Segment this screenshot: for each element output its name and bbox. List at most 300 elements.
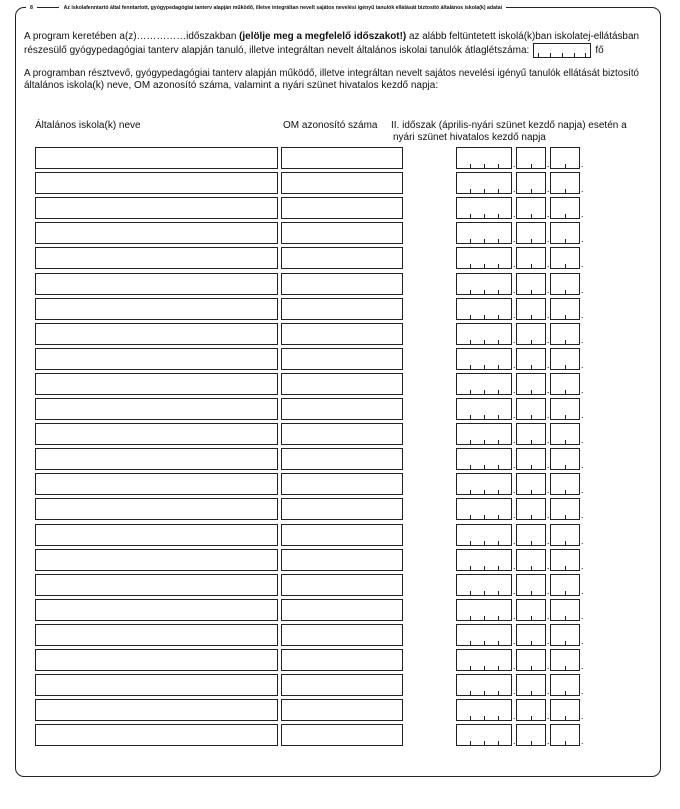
- date-separator: .: [547, 259, 550, 270]
- digit-tick: [498, 465, 499, 469]
- date-separator: .: [513, 711, 516, 722]
- digit-tick: [565, 641, 566, 645]
- date-month-field[interactable]: [516, 172, 546, 194]
- date-separator: .: [547, 661, 550, 671]
- date-month-field[interactable]: [516, 348, 546, 370]
- date-day-field[interactable]: [550, 398, 580, 420]
- om-id-field[interactable]: [281, 724, 403, 746]
- date-separator: .: [547, 510, 550, 521]
- para1-line1-post: az alább feltüntetett iskolá(k)ban iskolatej-ellátásban: [408, 31, 639, 42]
- school-name-field[interactable]: [35, 624, 278, 646]
- date-month-field[interactable]: [516, 423, 546, 445]
- date-month-field[interactable]: [516, 147, 546, 169]
- digit-tick: [498, 716, 499, 720]
- digit-tick: [531, 566, 532, 570]
- date-separator: .: [581, 460, 584, 471]
- date-separator: .: [547, 585, 550, 596]
- digit-tick: [498, 591, 499, 595]
- date-separator: .: [547, 435, 550, 446]
- digit-tick: [565, 666, 566, 670]
- digit-tick: [565, 340, 566, 344]
- date-separator: .: [547, 159, 550, 169]
- date-year-field[interactable]: [456, 524, 512, 546]
- para1-line2: részesülő gyógypedagógiai tanterv alapján tanuló, illetve integráltan nevelt általános iskolai tanulók átlaglétszáma:: [24, 45, 530, 57]
- digit-tick: [565, 264, 566, 268]
- date-separator: .: [513, 284, 516, 295]
- date-separator: .: [513, 635, 516, 646]
- date-month-field[interactable]: [516, 398, 546, 420]
- date-separator: .: [513, 535, 516, 546]
- date-separator: .: [581, 410, 584, 420]
- digit-tick: [484, 264, 485, 268]
- date-year-field[interactable]: [456, 724, 512, 746]
- date-day-field[interactable]: [550, 222, 580, 244]
- om-id-field[interactable]: [281, 398, 403, 420]
- digit-tick: [531, 716, 532, 720]
- date-day-field[interactable]: [550, 298, 580, 320]
- date-separator: .: [547, 535, 550, 546]
- digit-tick: [531, 465, 532, 469]
- para2-line2: általános iskola(k) neve, OM azonosító száma, valamint a nyári szünet hivatalos kezdő napja:: [24, 80, 439, 91]
- digit-tick: [531, 490, 532, 494]
- date-separator: .: [581, 686, 584, 697]
- digit-tick: [565, 189, 566, 193]
- section-number: 8: [30, 5, 33, 11]
- om-id-field[interactable]: [281, 373, 403, 395]
- date-separator: .: [581, 661, 584, 671]
- digit-tick: [531, 315, 532, 319]
- digit-tick: [470, 340, 471, 344]
- date-day-field[interactable]: [550, 549, 580, 571]
- om-id-field[interactable]: [281, 624, 403, 646]
- digit-tick: [565, 164, 566, 168]
- date-day-field[interactable]: [550, 498, 580, 520]
- om-id-field[interactable]: [281, 247, 403, 269]
- date-separator: .: [547, 711, 550, 722]
- digit-tick: [565, 566, 566, 570]
- column-school-name: Általános iskola(k) neve: [35, 120, 141, 131]
- om-id-field[interactable]: [281, 473, 403, 495]
- school-name-field[interactable]: [35, 674, 278, 696]
- date-separator: .: [513, 209, 516, 220]
- date-separator: .: [547, 384, 550, 395]
- digit-tick: [531, 541, 532, 545]
- date-year-field[interactable]: [456, 649, 512, 671]
- digit-tick: [498, 365, 499, 369]
- digit-tick: [470, 541, 471, 545]
- digit-tick: [470, 465, 471, 469]
- om-id-field[interactable]: [281, 197, 403, 219]
- date-separator: .: [581, 711, 584, 722]
- digit-tick: [498, 315, 499, 319]
- date-year-field[interactable]: [456, 473, 512, 495]
- date-year-field[interactable]: [456, 398, 512, 420]
- digit-tick: [498, 691, 499, 695]
- digit-tick: [484, 641, 485, 645]
- date-day-field[interactable]: [550, 172, 580, 194]
- date-separator: .: [547, 284, 550, 295]
- digit-tick: [484, 164, 485, 168]
- digit-tick: [531, 164, 532, 168]
- digit-tick: [470, 440, 471, 444]
- date-year-field[interactable]: [456, 448, 512, 470]
- digit-tick: [565, 691, 566, 695]
- date-separator: .: [581, 234, 584, 245]
- digit-tick: [531, 340, 532, 344]
- date-month-field[interactable]: [516, 699, 546, 721]
- school-name-field[interactable]: [35, 649, 278, 671]
- digit-tick: [470, 189, 471, 193]
- para2-line1: A programban résztvevő, gyógypedagógiai tanterv alapján működő, illetve integráltan nevelt sajátos nevelési igényű tanulók ellátását biztosító: [24, 68, 639, 79]
- date-separator: .: [581, 535, 584, 546]
- date-year-field[interactable]: [456, 273, 512, 295]
- date-separator: .: [547, 309, 550, 320]
- digit-tick: [565, 490, 566, 494]
- digit-tick: [565, 365, 566, 369]
- date-separator: .: [581, 359, 584, 370]
- digit-tick: [470, 214, 471, 218]
- date-year-field[interactable]: [456, 348, 512, 370]
- om-id-field[interactable]: [281, 549, 403, 571]
- date-separator: .: [547, 635, 550, 646]
- digit-tick: [498, 239, 499, 243]
- date-year-field[interactable]: [456, 298, 512, 320]
- date-year-field[interactable]: [456, 147, 512, 169]
- date-separator: .: [513, 435, 516, 446]
- om-id-field[interactable]: [281, 323, 403, 345]
- date-separator: .: [581, 259, 584, 270]
- school-name-field[interactable]: [35, 222, 278, 244]
- date-month-field[interactable]: [516, 624, 546, 646]
- digit-tick: [531, 641, 532, 645]
- school-name-field[interactable]: [35, 273, 278, 295]
- school-name-field[interactable]: [35, 147, 278, 169]
- school-name-field[interactable]: [35, 373, 278, 395]
- digit-tick: [484, 415, 485, 419]
- date-separator: .: [581, 485, 584, 496]
- digit-tick: [484, 340, 485, 344]
- date-separator: .: [513, 159, 516, 169]
- digit-tick: [470, 239, 471, 243]
- digit-tick: [498, 189, 499, 193]
- column-date: [391, 120, 651, 144]
- date-separator: .: [581, 635, 584, 646]
- date-month-field[interactable]: [516, 549, 546, 571]
- date-separator: .: [581, 309, 584, 320]
- date-year-field[interactable]: [456, 699, 512, 721]
- date-day-field[interactable]: [550, 599, 580, 621]
- om-id-field[interactable]: [281, 674, 403, 696]
- digit-tick: [498, 164, 499, 168]
- digit-tick: [565, 390, 566, 394]
- digit-tick: [470, 716, 471, 720]
- date-separator: .: [547, 184, 550, 195]
- date-month-field[interactable]: [516, 373, 546, 395]
- date-separator: .: [581, 284, 584, 295]
- date-separator: .: [513, 610, 516, 621]
- digit-tick: [565, 415, 566, 419]
- digit-tick: [565, 541, 566, 545]
- school-name-field[interactable]: [35, 398, 278, 420]
- date-month-field[interactable]: [516, 524, 546, 546]
- school-name-field[interactable]: [35, 197, 278, 219]
- digit-tick: [531, 390, 532, 394]
- date-month-field[interactable]: [516, 649, 546, 671]
- date-day-field[interactable]: [550, 473, 580, 495]
- school-name-field[interactable]: [35, 574, 278, 596]
- date-month-field[interactable]: [516, 674, 546, 696]
- digit-tick: [565, 591, 566, 595]
- date-day-field[interactable]: [550, 574, 580, 596]
- digit-tick: [498, 290, 499, 294]
- date-year-field[interactable]: [456, 222, 512, 244]
- school-name-field[interactable]: [35, 549, 278, 571]
- digit-tick: [565, 515, 566, 519]
- digit-tick: [531, 264, 532, 268]
- school-name-field[interactable]: [35, 724, 278, 746]
- date-month-field[interactable]: [516, 247, 546, 269]
- school-name-field[interactable]: [35, 599, 278, 621]
- date-day-field[interactable]: [550, 373, 580, 395]
- digit-tick: [470, 741, 471, 745]
- digit-tick: [498, 666, 499, 670]
- digit-tick: [498, 616, 499, 620]
- date-separator: .: [513, 309, 516, 320]
- date-separator: .: [581, 610, 584, 621]
- digit-tick: [531, 691, 532, 695]
- date-separator: .: [547, 736, 550, 747]
- digit-tick: [565, 716, 566, 720]
- digit-tick: [531, 741, 532, 745]
- digit-tick: [470, 315, 471, 319]
- digit-tick: [470, 616, 471, 620]
- digit-tick: [531, 415, 532, 419]
- date-year-field[interactable]: [456, 323, 512, 345]
- digit-tick: [498, 340, 499, 344]
- date-year-field[interactable]: [456, 498, 512, 520]
- digit-tick: [484, 716, 485, 720]
- date-month-field[interactable]: [516, 222, 546, 244]
- digit-tick: [484, 616, 485, 620]
- date-month-field[interactable]: [516, 724, 546, 746]
- date-day-field[interactable]: [550, 624, 580, 646]
- date-separator: .: [513, 234, 516, 245]
- school-name-field[interactable]: [35, 524, 278, 546]
- om-id-field[interactable]: [281, 147, 403, 169]
- date-month-field[interactable]: [516, 574, 546, 596]
- date-separator: .: [581, 184, 584, 195]
- digit-tick: [531, 239, 532, 243]
- date-day-field[interactable]: [550, 273, 580, 295]
- om-id-field[interactable]: [281, 348, 403, 370]
- om-id-field[interactable]: [281, 172, 403, 194]
- date-separator: .: [513, 384, 516, 395]
- school-name-field[interactable]: [35, 298, 278, 320]
- date-year-field[interactable]: [456, 574, 512, 596]
- digit-tick: [498, 641, 499, 645]
- digit-tick: [565, 239, 566, 243]
- om-id-field[interactable]: [281, 599, 403, 621]
- school-name-field[interactable]: [35, 448, 278, 470]
- om-id-field[interactable]: [281, 498, 403, 520]
- date-separator: .: [581, 736, 584, 747]
- date-year-field[interactable]: [456, 197, 512, 219]
- school-name-field[interactable]: [35, 348, 278, 370]
- date-separator: .: [513, 585, 516, 596]
- school-name-field[interactable]: [35, 172, 278, 194]
- date-separator: .: [547, 686, 550, 697]
- date-separator: .: [581, 585, 584, 596]
- date-day-field[interactable]: [550, 247, 580, 269]
- digit-tick: [470, 390, 471, 394]
- column-date-line2: nyári szünet hivatalos kezdő napja: [393, 132, 546, 143]
- school-list-intro: [24, 68, 644, 92]
- date-separator: .: [513, 359, 516, 370]
- date-day-field[interactable]: [550, 649, 580, 671]
- date-month-field[interactable]: [516, 323, 546, 345]
- digit-tick: [484, 465, 485, 469]
- digit-tick: [565, 465, 566, 469]
- para1-line1-bold: (jelölje meg a megfelelő időszakot!): [239, 31, 407, 42]
- digit-tick: [531, 515, 532, 519]
- digit-tick: [470, 164, 471, 168]
- date-separator: .: [513, 560, 516, 571]
- date-day-field[interactable]: [550, 348, 580, 370]
- digit-tick: [531, 616, 532, 620]
- date-day-field[interactable]: [550, 524, 580, 546]
- school-name-field[interactable]: [35, 323, 278, 345]
- digit-tick: [484, 239, 485, 243]
- date-day-field[interactable]: [550, 197, 580, 219]
- date-month-field[interactable]: [516, 298, 546, 320]
- digit-tick: [470, 691, 471, 695]
- digit-tick: [484, 666, 485, 670]
- digit-tick: [498, 566, 499, 570]
- date-day-field[interactable]: [550, 147, 580, 169]
- digit-tick: [498, 515, 499, 519]
- date-separator: .: [513, 184, 516, 195]
- digit-tick: [484, 490, 485, 494]
- date-separator: .: [513, 736, 516, 747]
- date-separator: .: [581, 334, 584, 345]
- digit-tick: [498, 440, 499, 444]
- digit-tick: [470, 264, 471, 268]
- om-id-field[interactable]: [281, 649, 403, 671]
- om-id-field[interactable]: [281, 298, 403, 320]
- date-year-field[interactable]: [456, 373, 512, 395]
- om-id-field[interactable]: [281, 448, 403, 470]
- school-name-field[interactable]: [35, 498, 278, 520]
- date-day-field[interactable]: [550, 699, 580, 721]
- digit-tick: [531, 214, 532, 218]
- digit-tick: [565, 290, 566, 294]
- section-header: [26, 2, 506, 14]
- digit-tick: [498, 415, 499, 419]
- date-month-field[interactable]: [516, 473, 546, 495]
- date-day-field[interactable]: [550, 323, 580, 345]
- digit-tick: [531, 440, 532, 444]
- digit-tick: [498, 741, 499, 745]
- digit-tick: [531, 365, 532, 369]
- date-year-field[interactable]: [456, 599, 512, 621]
- date-month-field[interactable]: [516, 273, 546, 295]
- date-separator: .: [581, 435, 584, 446]
- date-separator: .: [513, 410, 516, 420]
- date-day-field[interactable]: [550, 724, 580, 746]
- digit-tick: [531, 591, 532, 595]
- date-year-field[interactable]: [456, 674, 512, 696]
- date-month-field[interactable]: [516, 448, 546, 470]
- digit-tick: [470, 641, 471, 645]
- digit-tick: [531, 666, 532, 670]
- date-separator: .: [513, 460, 516, 471]
- digit-tick: [484, 541, 485, 545]
- average-headcount-paragraph: [24, 31, 644, 58]
- date-year-field[interactable]: [456, 423, 512, 445]
- date-separator: .: [547, 209, 550, 220]
- date-day-field[interactable]: [550, 448, 580, 470]
- date-year-field[interactable]: [456, 247, 512, 269]
- digit-tick: [484, 365, 485, 369]
- date-separator: .: [513, 686, 516, 697]
- digit-tick: [484, 390, 485, 394]
- date-separator: .: [513, 334, 516, 345]
- digit-tick: [484, 189, 485, 193]
- digit-tick: [565, 214, 566, 218]
- school-name-field[interactable]: [35, 699, 278, 721]
- digit-tick: [484, 691, 485, 695]
- om-id-field[interactable]: [281, 524, 403, 546]
- digit-tick: [498, 390, 499, 394]
- average-headcount-field[interactable]: [533, 43, 591, 58]
- digit-tick: [484, 591, 485, 595]
- date-year-field[interactable]: [456, 172, 512, 194]
- digit-tick: [498, 214, 499, 218]
- date-month-field[interactable]: [516, 599, 546, 621]
- date-separator: .: [581, 384, 584, 395]
- om-id-field[interactable]: [281, 273, 403, 295]
- date-separator: .: [513, 510, 516, 521]
- school-name-field[interactable]: [35, 473, 278, 495]
- digit-tick: [470, 415, 471, 419]
- om-id-field[interactable]: [281, 423, 403, 445]
- om-id-field[interactable]: [281, 699, 403, 721]
- date-month-field[interactable]: [516, 498, 546, 520]
- date-separator: .: [513, 485, 516, 496]
- date-separator: .: [547, 485, 550, 496]
- digit-tick: [498, 264, 499, 268]
- date-separator: .: [581, 209, 584, 220]
- school-name-field[interactable]: [35, 423, 278, 445]
- date-day-field[interactable]: [550, 674, 580, 696]
- date-year-field[interactable]: [456, 549, 512, 571]
- om-id-field[interactable]: [281, 222, 403, 244]
- column-date-line1: II. időszak (április-nyári szünet kezdő napja) esetén a: [391, 120, 627, 131]
- digit-tick: [470, 566, 471, 570]
- date-separator: .: [547, 234, 550, 245]
- date-year-field[interactable]: [456, 624, 512, 646]
- section-title: Az iskolafenntartó által fenntartott, gyógypedagógiai tanterv alapján működő, illetve integráltan nevelt sajátos nevelési igényű tanulók ellátását biztosító általános iskola(k) adatai: [63, 5, 503, 11]
- digit-tick: [484, 440, 485, 444]
- headcount-unit: fő: [595, 45, 604, 57]
- digit-tick: [470, 591, 471, 595]
- date-separator: .: [513, 661, 516, 671]
- date-day-field[interactable]: [550, 423, 580, 445]
- om-id-field[interactable]: [281, 574, 403, 596]
- date-month-field[interactable]: [516, 197, 546, 219]
- school-name-field[interactable]: [35, 247, 278, 269]
- digit-tick: [531, 290, 532, 294]
